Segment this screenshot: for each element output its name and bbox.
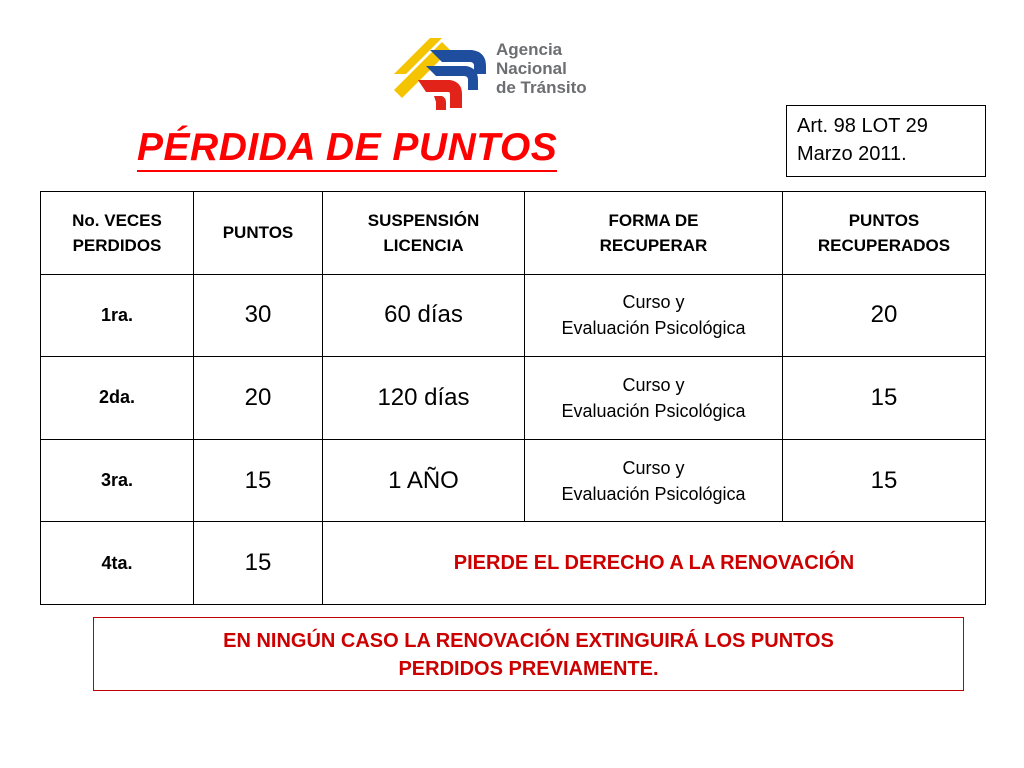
points-table [40, 191, 986, 605]
cell-puntos: 20 [194, 357, 323, 440]
cell-forma: Curso y Evaluación Psicológica [525, 357, 783, 440]
legal-reference-box [786, 105, 986, 177]
page-title: PÉRDIDA DE PUNTOS [137, 126, 557, 172]
header-puntos: PUNTOS [194, 192, 323, 275]
cell-veces: 2da. [41, 357, 194, 440]
table-header-row [41, 192, 986, 275]
cell-recuperados: 20 [783, 274, 986, 357]
cell-recuperados: 15 [783, 357, 986, 440]
header-suspension-licencia: SUSPENSIÓN LICENCIA [323, 192, 525, 275]
header-forma-recuperar: FORMA DE RECUPERAR [525, 192, 783, 275]
table-row [41, 274, 986, 357]
legal-reference-line1: Art. 98 LOT 29 [797, 115, 928, 137]
cell-forma: Curso y Evaluación Psicológica [525, 274, 783, 357]
agency-name-line3: de Tránsito [496, 78, 587, 97]
cell-forma: Curso y Evaluación Psicológica [525, 439, 783, 522]
table-row [41, 522, 986, 605]
cell-veces: 4ta. [41, 522, 194, 605]
cell-veces: 3ra. [41, 439, 194, 522]
agency-logo-mark [390, 30, 490, 112]
cell-suspension: 1 AÑO [323, 439, 525, 522]
agency-logo [390, 30, 605, 112]
agency-name-line1: Agencia [496, 40, 563, 59]
cell-puntos: 15 [194, 439, 323, 522]
notice-box [93, 617, 964, 691]
table-row [41, 357, 986, 440]
legal-reference-line2: Marzo 2011. [797, 143, 907, 165]
notice-line2: PERDIDOS PREVIAMENTE. [398, 658, 659, 680]
cell-recuperados: 15 [783, 439, 986, 522]
cell-veces: 1ra. [41, 274, 194, 357]
header-puntos-recuperados: PUNTOS RECUPERADOS [783, 192, 986, 275]
agency-name [496, 40, 606, 97]
cell-renewal-loss-warning: PIERDE EL DERECHO A LA RENOVACIÓN [323, 522, 986, 605]
notice-line1: EN NINGÚN CASO LA RENOVACIÓN EXTINGUIRÁ LOS PUNTOS [223, 630, 834, 652]
cell-suspension: 60 días [323, 274, 525, 357]
cell-puntos: 30 [194, 274, 323, 357]
cell-suspension: 120 días [323, 357, 525, 440]
agency-name-line2: Nacional [496, 59, 567, 78]
table-row [41, 439, 986, 522]
cell-puntos: 15 [194, 522, 323, 605]
header-veces-perdidos: No. VECES PERDIDOS [41, 192, 194, 275]
